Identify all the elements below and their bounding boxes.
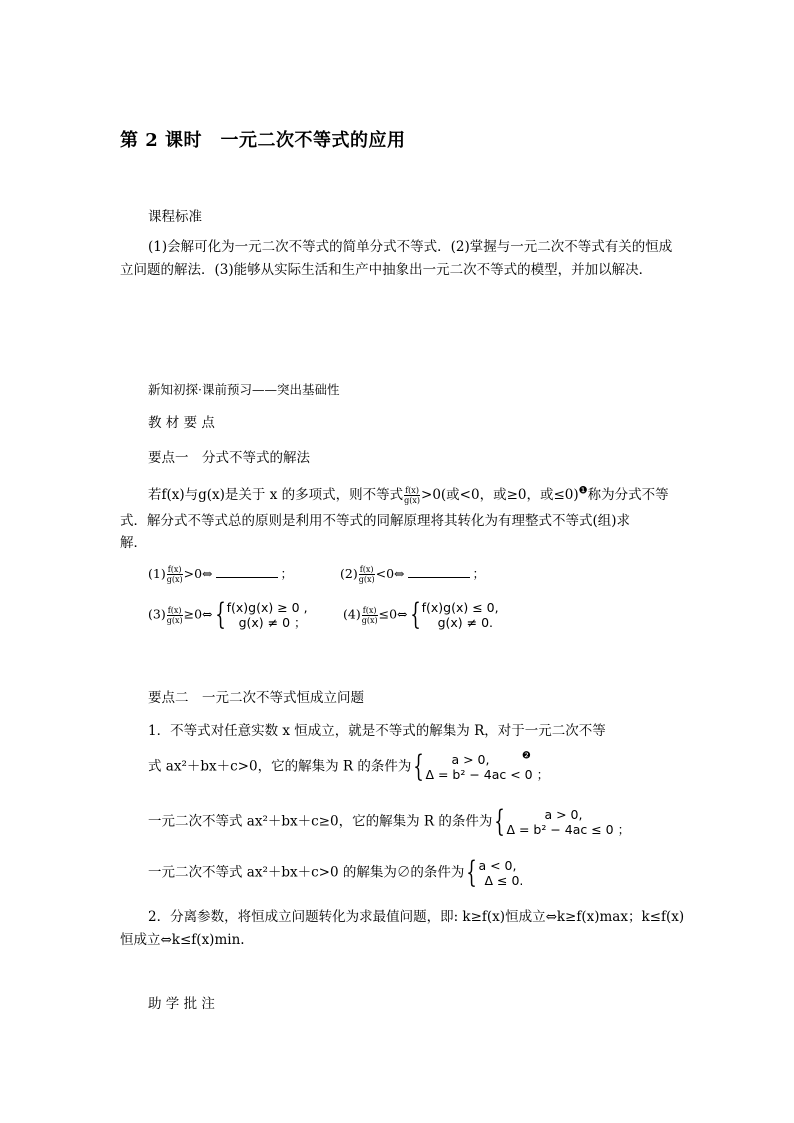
fraction [404,486,420,505]
fraction-numerator: f(x) [362,605,377,615]
item-number: (3) [148,606,166,622]
text: 一元二次不等式 ax²＋bx＋c≥0，它的解集为 R 的条件为 [148,813,493,830]
system-line: a < 0, [478,858,517,873]
fraction-denominator: g(x) [166,575,183,584]
point2-item1-line3 [148,804,631,839]
system-line: g(x) ≠ 0 ； [238,615,307,630]
inequality-system [478,858,523,888]
fraction-numerator: f(x) [167,565,182,574]
new-knowledge-heading: 新知初探·课前预习——突出基础性 [148,382,340,397]
system-line: f(x)g(x) ≤ 0, [421,600,499,615]
brace-symbol: { [214,597,226,632]
brace-symbol: { [413,749,425,784]
text: 式 ax²＋bx＋c>0，它的解集为 R 的条件为 [148,758,412,775]
marker: ❷ [522,750,531,762]
course-standard-body: (1)会解可化为一元二次不等式的简单分式不等式．(2)掌握与一元二次不等式有关的恒成立问题的解法．(3)能够从实际生活和生产中抽象出一元二次不等式的模型，并加以解决． [120,239,673,278]
inequality-system [422,600,499,630]
text: ； [280,566,294,581]
fraction-item-4 [343,597,499,632]
fraction-numerator: f(x) [167,605,182,615]
point2-item1-line4 [148,855,524,890]
system-line: a > 0, [544,807,583,822]
point1-line1 [148,483,669,505]
course-standard-heading: 课程标准 [148,209,202,225]
fraction-numerator: f(x) [405,486,419,495]
point1-heading: 要点一 分式不等式的解法 [148,450,310,466]
side-note-heading: 助 学 批 注 [148,996,215,1012]
note-marker-1: ❶ [578,485,588,497]
relation: >0⇔ [183,566,213,581]
text: f(x)与g(x)是关于 x 的多项式，则不等式 [161,487,404,503]
point2-item1-line2 [148,749,550,784]
relation: ≤0⇔ [378,606,408,622]
textbook-points-heading: 教 材 要 点 [148,415,215,431]
item-number: (4) [343,606,361,622]
system-line: Δ ≤ 0. [484,873,524,888]
answer-blank[interactable] [216,566,278,578]
item-number: (2) [340,566,358,581]
inequality-system [227,600,308,630]
fraction-item-1 [148,564,293,584]
point2-item1-line1: 1．不等式对任意实数 x 恒成立，就是不等式的解集为 R，对于一元二次不等 [148,723,606,739]
text: 若 [148,487,162,503]
point2-item2-line1: 2．分离参数，将恒成立问题转化为求最值问题，即: k≥f(x)恒成立⇔k≥f(x)max；k≤f(x) [148,909,685,925]
text: ； [472,566,486,581]
relation: ≥0⇔ [183,606,213,622]
system-line: a > 0, [451,752,490,767]
brace-symbol: { [466,855,478,890]
item-number: (1) [148,566,166,581]
page-title: 第 2 课时 一元二次不等式的应用 [120,130,406,151]
system-line: Δ = b² − 4ac ≤ 0 ； [506,822,631,837]
brace-symbol: { [409,597,421,632]
system-line: g(x) ≠ 0. [437,615,494,630]
relation: <0⇔ [375,566,405,581]
fraction-denominator: g(x) [358,575,375,584]
system-line: Δ = b² − 4ac < 0 ； [425,767,550,782]
inequality-system [506,807,630,837]
brace-symbol: { [494,804,506,839]
answer-blank[interactable] [408,566,470,578]
fraction-item-3 [148,597,308,632]
point2-item2-line2: 恒成立⇔k≤f(x)min. [120,932,245,948]
note-marker-2 [522,750,531,769]
point1-line2: 式．解分式不等式总的原则是利用不等式的同解原理将其转化为有理整式不等式(组)求 [120,513,631,529]
fraction-item-2 [340,564,485,584]
system-line: f(x)g(x) ≥ 0 , [226,600,308,615]
point1-line3: 解． [120,535,147,551]
fraction-denominator: g(x) [361,615,378,625]
text: >0(或<0，或≥0，或≤0) [421,487,579,503]
text: 称为分式不等 [587,487,669,503]
text: 一元二次不等式 ax²＋bx＋c>0 的解集为∅的条件为 [148,864,465,881]
fraction-denominator: g(x) [166,615,183,625]
point2-heading: 要点二 一元二次不等式恒成立问题 [148,690,364,706]
fraction-numerator: f(x) [359,565,374,574]
fraction-denominator: g(x) [404,496,421,505]
